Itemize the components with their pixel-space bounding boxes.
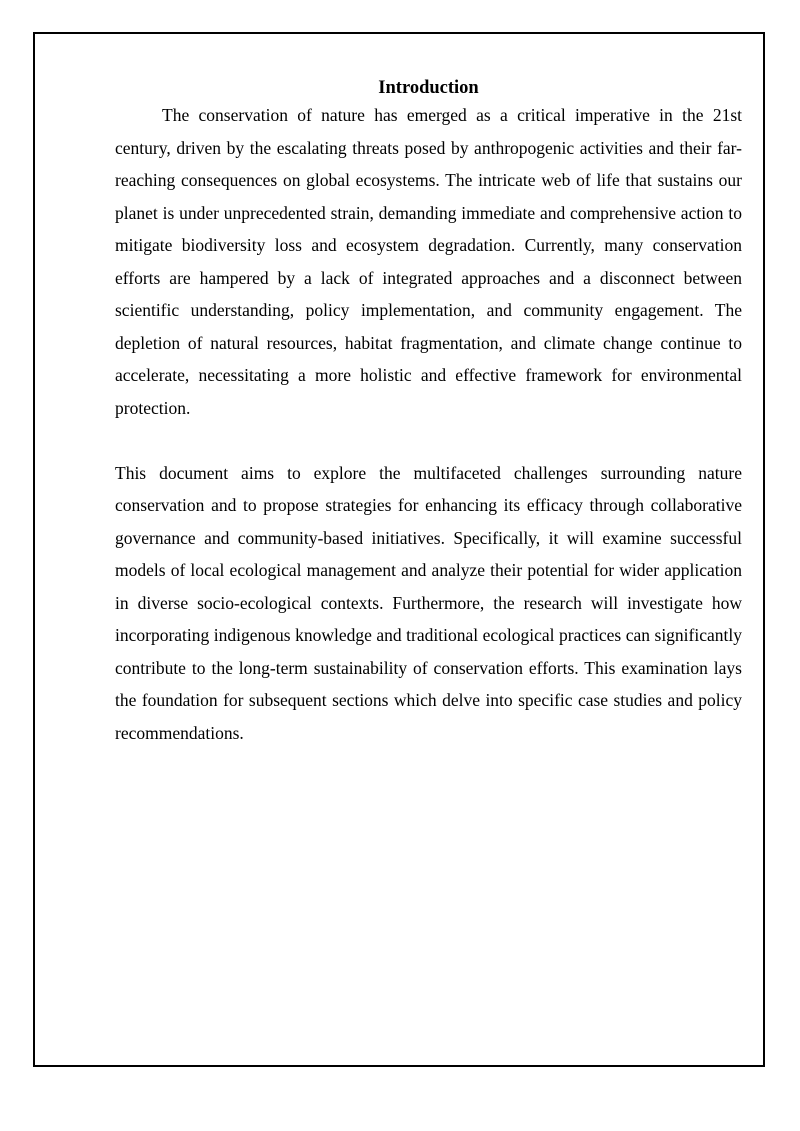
intro-paragraph-1: The conservation of nature has emerged as a critical imperative in the 21st century, driven by the escalating threats posed by anthropogenic activities and their far-reaching consequences on global ecosystems. The intricate web of life that sustains our planet is under unprecedented strain, demanding immediate and comprehensive action to mitigate biodiversity loss and ecosystem degradation. Currently, many conservation efforts are hampered by a lack of integrated approaches and a disconnect between scientific understanding, policy implementation, and community engagement. The depletion of natural resources, habitat fragmentation, and climate change continue to accelerate, necessitating a more holistic and effective framework for environmental protection. bbox=[115, 105, 742, 418]
section-title: Introduction bbox=[378, 78, 479, 98]
document-body bbox=[115, 76, 742, 749]
paragraph-spacer bbox=[115, 424, 742, 457]
intro-paragraph-2: This document aims to explore the multifaceted challenges surrounding nature conservation and to propose strategies for enhancing its efficacy through collaborative governance and community-based initiatives. Specifically, it will examine successful models of local ecological management and analyze their potential for wider application in diverse socio-ecological contexts. Furthermore, the research will investigate how incorporating indigenous knowledge and traditional ecological practices can significantly contribute to the long-term sustainability of conservation efforts. This examination lays the foundation for subsequent sections which delve into specific case studies and policy recommendations. bbox=[115, 462, 742, 743]
